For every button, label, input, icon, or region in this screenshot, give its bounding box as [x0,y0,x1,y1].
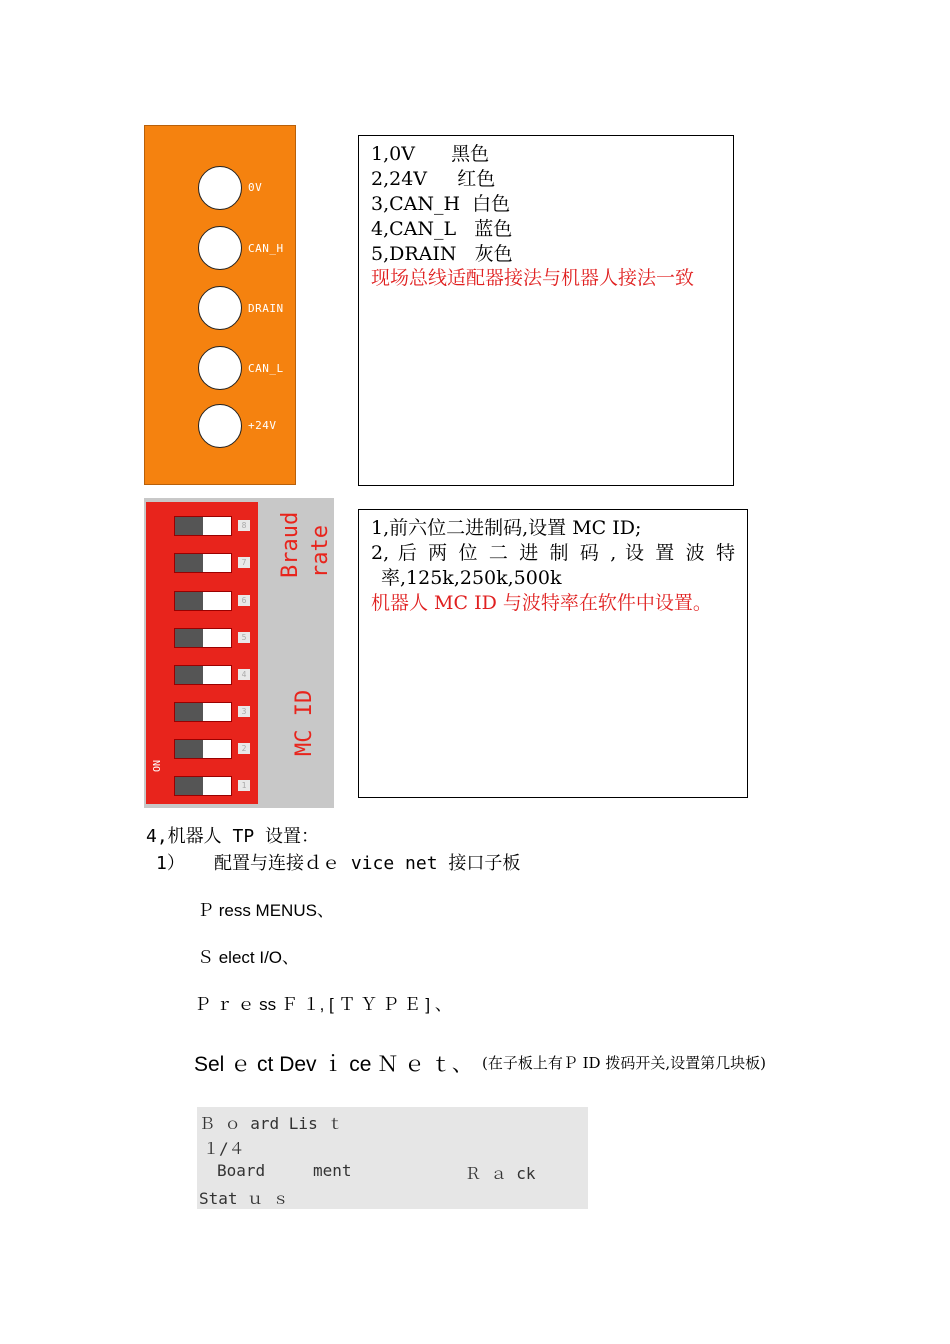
dip-description-box [358,509,748,798]
dip-toggle-1 [174,776,232,796]
wiring-line-1: 1,0V 黑色 [371,143,490,165]
dip-line-3: 率,125k,250k,500k [381,567,562,589]
wiring-line-2: 2,24V 红色 [371,168,496,190]
mc-id-label: MC ID [292,689,317,756]
column-status: Stat ｕ ｓ [199,1189,289,1208]
dip-number-8: 8 [238,520,250,531]
pin-label-can-l: CAN_L [248,362,284,375]
pin-hole-24v [198,404,242,448]
dip-toggle-6 [174,591,232,611]
instruction-select-io: Ｓ elect I/O、 [197,948,300,967]
step-title: 配置与连接ｄｅ vice net 接口子板 [214,853,521,874]
dip-line-1: 1,前六位二进制码,设置 MC ID; [371,517,642,539]
dip-number-7: 7 [238,557,250,568]
column-rack: Ｒ ａ ck [465,1164,536,1183]
dip-toggle-5 [174,628,232,648]
dip-number-1: 1 [238,780,250,791]
dip-toggle-4 [174,665,232,685]
dip-number-5: 5 [238,632,250,643]
pin-hole-0v [198,166,242,210]
pin-label-0v: 0V [248,181,263,194]
instruction-press-f1: Ｐ ｒ ｅ ss Ｆ １, [ Ｔ Ｙ Ｐ Ｅ ] 、 [194,995,452,1014]
pin-hole-can-l [198,346,242,390]
dip-toggle-3 [174,702,232,722]
baud-rate-label-2: rate [308,525,333,578]
dip-switch-diagram [144,498,334,808]
dip-toggle-8 [174,516,232,536]
section-heading: 4,机器人 TP 设置： [146,826,320,847]
wiring-line-5: 5,DRAIN 灰色 [371,243,513,265]
pin-label-can-h: CAN_H [248,242,284,255]
instruction-select-devicenet: Sel ｅ ct Dev ｉ ce Ｎ ｅ ｔ、 [194,1053,473,1076]
dip-note: 机器人 MC ID 与波特率在软件中设置。 [371,592,712,614]
step-number: 1） [156,853,185,874]
board-list-title: Ｂ ｏ ard Lis ｔ [199,1114,344,1133]
column-ment: ment [313,1161,352,1180]
dip-number-3: 3 [238,706,250,717]
wiring-line-3: 3,CAN_H 白色 [371,193,511,215]
board-list-page: １/４ [203,1139,245,1158]
wiring-note: 现场总线适配器接法与机器人接法一致 [371,267,695,289]
wiring-line-4: 4,CAN_L 蓝色 [371,218,513,240]
dip-line-2: 2, 后 两 位 二 进 制 码 , 设 置 波 特 [371,542,735,564]
pin-label-24v: +24V [248,419,277,432]
pin-hole-drain [198,286,242,330]
dip-number-2: 2 [238,743,250,754]
dip-number-6: 6 [238,595,250,606]
board-list-panel [197,1107,588,1209]
dip-toggle-2 [174,739,232,759]
baud-rate-label-1: Braud [278,511,303,578]
dip-toggle-7 [174,553,232,573]
pin-hole-can-h [198,226,242,270]
dip-switch-body [146,502,258,804]
column-board: Board [217,1161,266,1180]
instruction-select-note: (在子板上有Ｐ ID 拨码开关,设置第几块板) [482,1054,766,1072]
instruction-press-menus: Ｐ ress MENUS、 [197,901,334,920]
pin-label-drain: DRAIN [248,302,284,315]
dip-on-label: ON [152,759,163,772]
dip-number-4: 4 [238,669,250,680]
connector-diagram [144,125,296,485]
wiring-description-box [358,135,734,486]
